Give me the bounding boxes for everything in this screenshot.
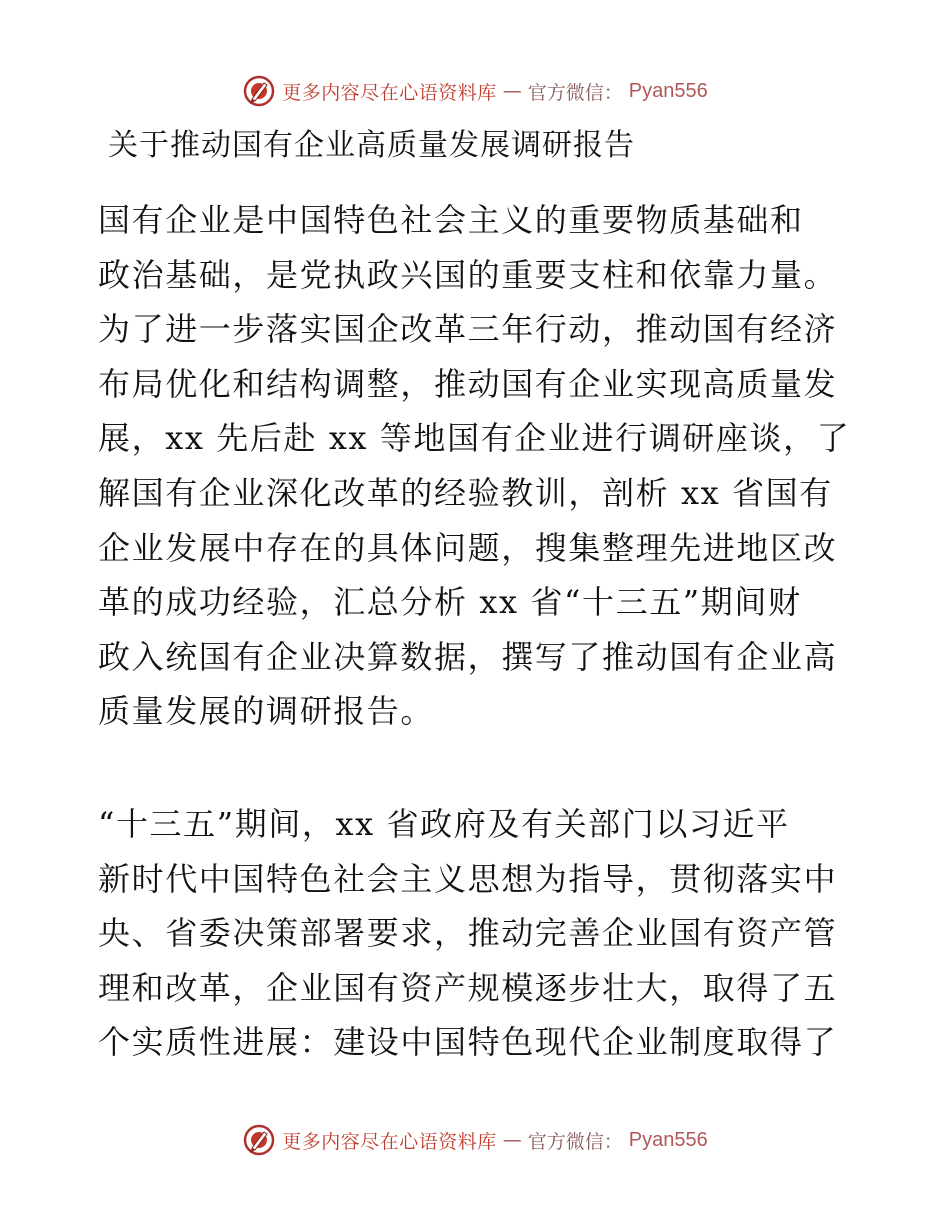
- text-line: 布局优化和结构调整，推动国有企业实现高质量发: [98, 364, 838, 403]
- text-line: “十三五”期间，xx 省政府及有关部门以习近平: [98, 805, 790, 843]
- watermark-wechat-id: Pyan556: [628, 79, 708, 102]
- text-line: 政入统国有企业决算数据，撰写了推动国有企业高: [98, 637, 838, 676]
- brand-logo-icon: [242, 74, 276, 108]
- text-line: 个实质性进展：建设中国特色现代企业制度取得了: [98, 1023, 838, 1062]
- text-line: 理和改革，企业国有资产规模逐步壮大，取得了五: [98, 968, 838, 1007]
- text-line: 解国有企业深化改革的经验教训，剖析 xx 省国有: [98, 473, 833, 512]
- text-line: 央、省委决策部署要求，推动完善企业国有资产管: [98, 914, 838, 953]
- text-line: 为了进一步落实国企改革三年行动，推动国有经济: [98, 310, 838, 349]
- text-line: 展，xx 先后赴 xx 等地国有企业进行调研座谈，了: [98, 419, 851, 458]
- watermark-wechat-label: 官方微信：: [527, 1130, 623, 1153]
- text-line: 政治基础，是党执政兴国的重要支柱和依靠力量。: [98, 255, 838, 294]
- text-line: 革的成功经验，汇总分析 xx 省“十三五”期间财: [98, 583, 802, 622]
- brand-logo-icon: [242, 1123, 276, 1157]
- text-line: 新时代中国特色社会主义思想为指导，贯彻落实中: [98, 859, 838, 898]
- watermark-wechat-label: 官方微信：: [527, 81, 623, 104]
- header-watermark: [0, 71, 950, 111]
- text-line: 质量发展的调研报告。: [98, 692, 435, 731]
- text-line: 企业发展中存在的具体问题，搜集整理先进地区改: [98, 528, 838, 567]
- watermark-dash: —: [502, 1129, 522, 1151]
- document-title: 关于推动国有企业高质量发展调研报告: [108, 128, 635, 163]
- watermark-site-text: 更多内容尽在心语资料库: [282, 81, 497, 104]
- paragraph-2: [98, 797, 858, 1070]
- paragraph-1: [98, 193, 858, 739]
- text-line: 国有企业是中国特色社会主义的重要物质基础和: [98, 201, 804, 239]
- watermark-dash: —: [502, 80, 522, 102]
- footer-watermark: [0, 1120, 950, 1160]
- watermark-site-text: 更多内容尽在心语资料库: [282, 1130, 497, 1153]
- watermark-wechat-id: Pyan556: [628, 1128, 708, 1151]
